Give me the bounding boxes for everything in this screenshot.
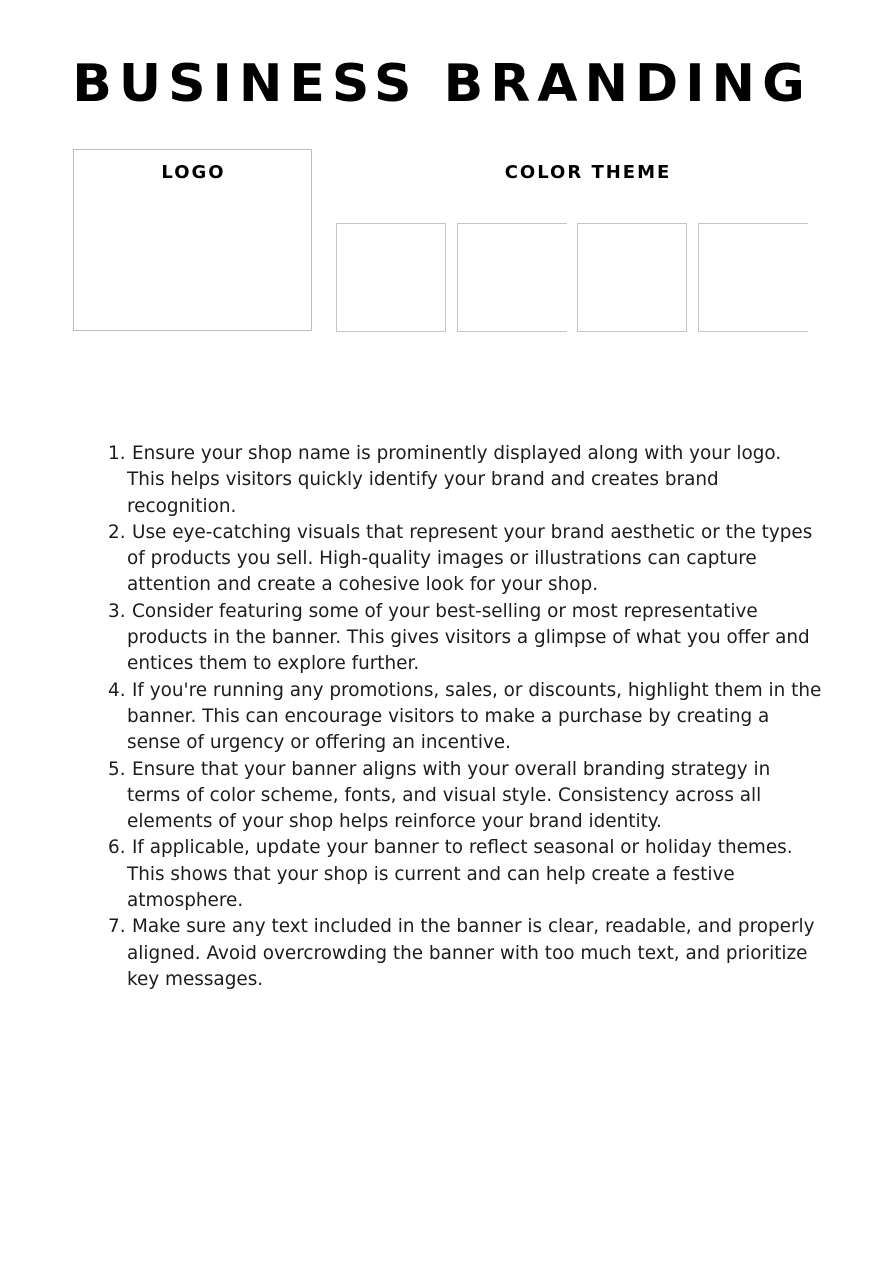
- list-item: [108, 757, 824, 836]
- color-theme-label: COLOR THEME: [504, 162, 672, 183]
- color-swatch-4: [698, 223, 808, 332]
- list-item-number: 2.: [108, 521, 126, 543]
- list-item-number: 5.: [108, 758, 126, 780]
- list-item-text: If you're running any promotions, sales, or discounts, highlight them in the banner. This can encourage visitors to make a purchase by creating a sense of urgency or offering an incentive.: [127, 679, 822, 754]
- logo-placeholder-box: [73, 149, 312, 331]
- list-item: [108, 599, 824, 678]
- branding-tips-list: [108, 441, 824, 993]
- list-item: [108, 678, 824, 757]
- list-item-text: Make sure any text included in the banner is clear, readable, and properly aligned. Avoid overcrowding the banner with too much text, and prioritize key messages.: [127, 916, 815, 990]
- color-swatch-1: [336, 223, 446, 332]
- logo-label: LOGO: [161, 162, 226, 183]
- color-swatch-2: [457, 223, 567, 332]
- page-title: BUSINESS BRANDING: [72, 54, 812, 114]
- list-item-text: Use eye-catching visuals that represent your brand aesthetic or the types of products you sell. High-quality images or illustrations can capture attention and create a cohesive look for your shop.: [127, 521, 813, 596]
- list-item-number: 3.: [108, 600, 126, 622]
- list-item-text: Ensure that your banner aligns with your overall branding strategy in terms of color scheme, fonts, and visual style. Consistency across all elements of your shop helps reinforce your brand identity.: [127, 758, 771, 833]
- list-item-text: Consider featuring some of your best-selling or most representative products in the banner. This gives visitors a glimpse of what you offer and entices them to explore further.: [127, 600, 810, 675]
- list-item-number: 4.: [108, 679, 126, 701]
- list-item-text: Ensure your shop name is prominently displayed along with your logo. This helps visitors quickly identify your brand and creates brand recognition.: [127, 443, 782, 517]
- list-item-number: 7.: [108, 916, 126, 938]
- list-item: [108, 835, 824, 914]
- list-item-number: 6.: [108, 837, 126, 859]
- list-item: [108, 520, 824, 599]
- list-item-text: If applicable, update your banner to reflect seasonal or holiday themes. This shows that your shop is current and can help create a festive atmosphere.: [127, 837, 793, 912]
- list-item: [108, 441, 824, 520]
- list-item-number: 1.: [108, 443, 126, 464]
- color-swatch-3: [577, 223, 687, 332]
- list-item: [108, 914, 824, 993]
